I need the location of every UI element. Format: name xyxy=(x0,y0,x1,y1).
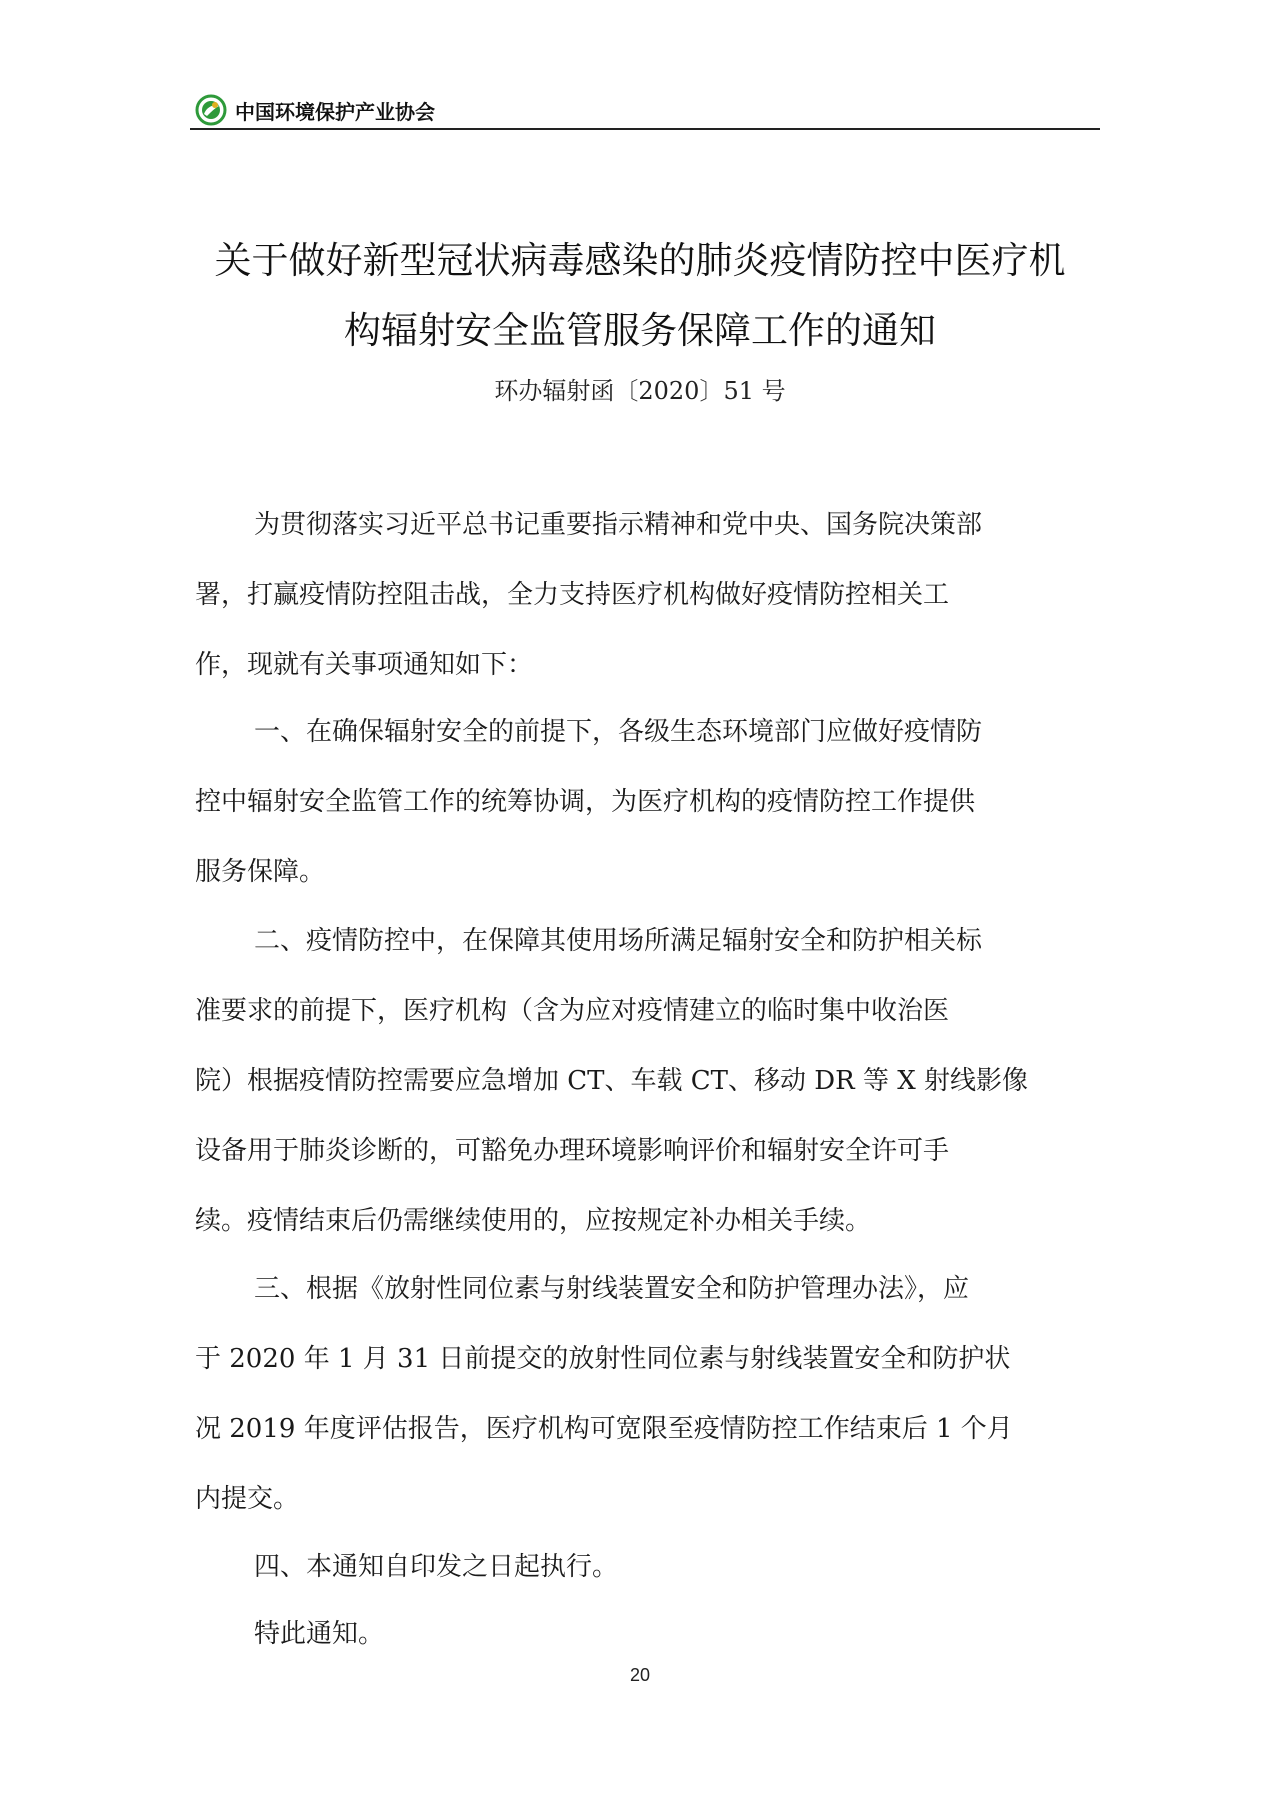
paragraph-line: 准要求的前提下，医疗机构（含为应对疫情建立的临时集中收治医 xyxy=(195,996,950,1026)
item-3-paragraph xyxy=(195,1254,1013,1534)
paragraph-line: 为贯彻落实习近平总书记重要指示精神和党中央、国务院决策部 xyxy=(254,510,983,540)
paragraph-line: 况 2019 年度评估报告，医疗机构可宽限至疫情防控工作结束后 1 个月 xyxy=(195,1414,1013,1444)
page-header xyxy=(195,90,1100,130)
organization-name: 中国环境保护产业协会 xyxy=(235,99,435,124)
paragraph-line: 续。疫情结束后仍需继续使用的，应按规定补办相关手续。 xyxy=(195,1206,872,1236)
paragraph-line: 控中辐射安全监管工作的统筹协调，为医疗机构的疫情防控工作提供 xyxy=(195,787,976,817)
paragraph-line: 于 2020 年 1 月 31 日前提交的放射性同位素与射线装置安全和防护状 xyxy=(195,1344,1011,1374)
document-title xyxy=(150,226,1130,366)
paragraph-line: 服务保障。 xyxy=(195,857,326,887)
paragraph-line: 设备用于肺炎诊断的，可豁免办理环境影响评价和辐射安全许可手 xyxy=(195,1136,950,1166)
paragraph-line: 内提交。 xyxy=(195,1484,300,1514)
paragraph-line: 特此通知。 xyxy=(254,1619,385,1649)
paragraph-line: 作，现就有关事项通知如下： xyxy=(195,650,534,680)
environment-association-logo-icon xyxy=(195,94,227,126)
paragraph-line: 署，打赢疫情防控阻击战，全力支持医疗机构做好疫情防控相关工 xyxy=(195,580,950,610)
title-line-2: 构辐射安全监管服务保障工作的通知 xyxy=(344,309,936,352)
page-number: 20 xyxy=(629,1665,651,1685)
intro-paragraph xyxy=(195,490,982,700)
paragraph-line: 三、根据《放射性同位素与射线装置安全和防护管理办法》，应 xyxy=(254,1274,970,1304)
item-2-paragraph xyxy=(195,906,1028,1256)
paragraph-line: 一、在确保辐射安全的前提下，各级生态环境部门应做好疫情防 xyxy=(254,717,983,747)
document-number: 环办辐射函〔2020〕51 号 xyxy=(494,377,786,405)
header-divider xyxy=(190,128,1100,130)
item-4-paragraph xyxy=(195,1532,618,1602)
paragraph-line: 四、本通知自印发之日起执行。 xyxy=(254,1552,619,1582)
paragraph-line: 院）根据疫情防控需要应急增加 CT、车载 CT、移动 DR 等 X 射线影像 xyxy=(195,1066,1028,1096)
closing-paragraph xyxy=(195,1599,384,1669)
paragraph-line: 二、疫情防控中，在保障其使用场所满足辐射安全和防护相关标 xyxy=(254,926,983,956)
item-1-paragraph xyxy=(195,697,982,907)
title-line-1: 关于做好新型冠状病毒感染的肺炎疫情防控中医疗机 xyxy=(214,239,1066,282)
